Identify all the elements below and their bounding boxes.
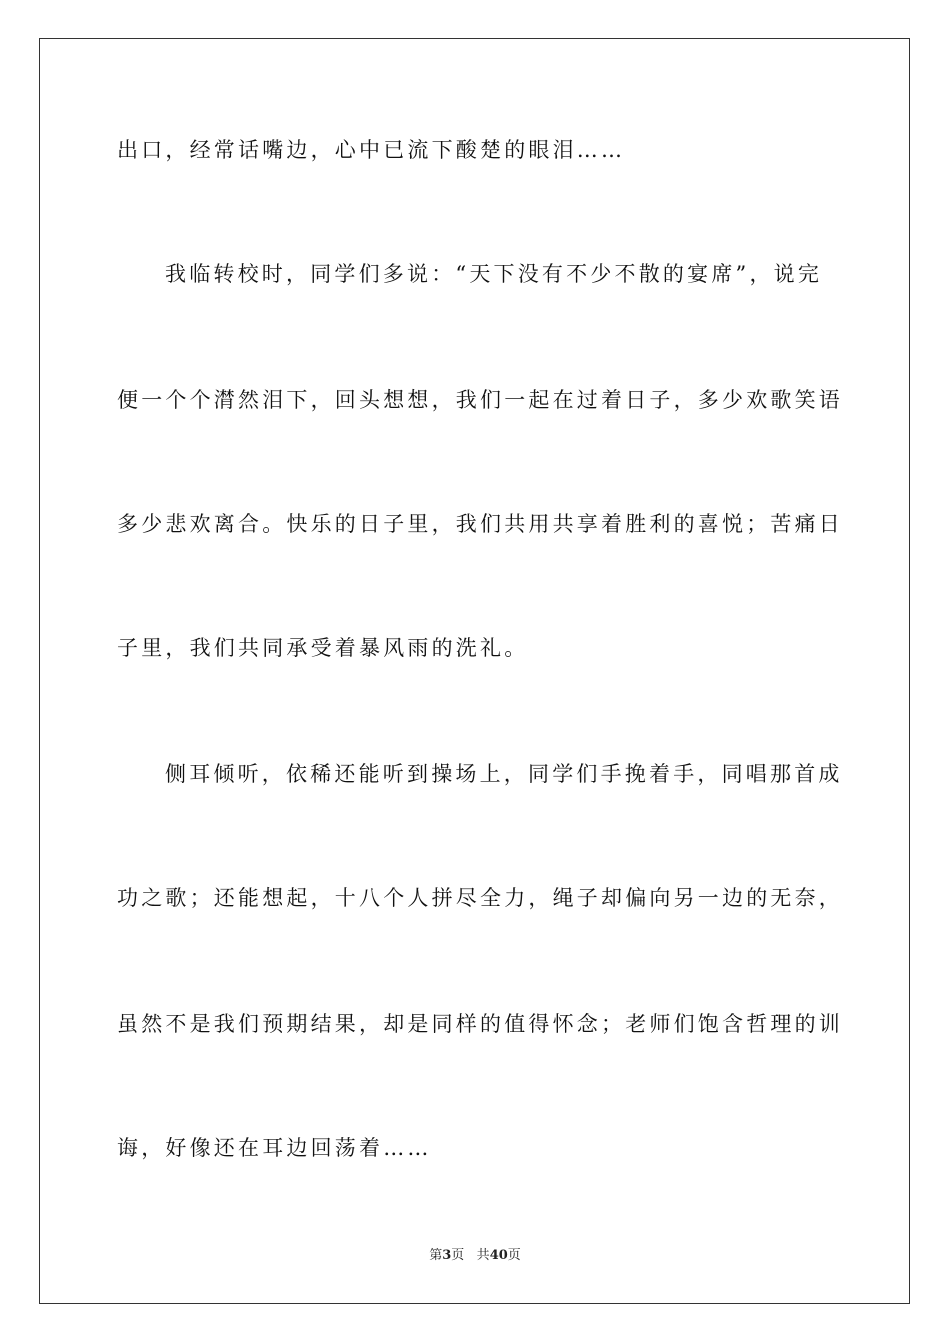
page-number: 3 bbox=[442, 1248, 452, 1263]
total-suffix: 页 bbox=[507, 1248, 521, 1263]
paragraph-line-2: 我临转校时，同学们多说：“天下没有不少不散的宴席”，说完 bbox=[165, 262, 823, 286]
total-prefix: 共 bbox=[476, 1248, 490, 1263]
page-suffix: 页 bbox=[451, 1248, 465, 1263]
paragraph-line-3: 便一个个潸然泪下，回头想想，我们一起在过着日子，多少欢歌笑语 bbox=[117, 388, 843, 412]
paragraph-line-8: 虽然不是我们预期结果，却是同样的值得怀念；老师们饱含哲理的训 bbox=[117, 1012, 843, 1036]
paragraph-line-4: 多少悲欢离合。快乐的日子里，我们共用共享着胜利的喜悦；苦痛日 bbox=[117, 512, 843, 536]
paragraph-line-5: 子里，我们共同承受着暴风雨的洗礼。 bbox=[117, 636, 529, 660]
paragraph-line-6: 侧耳倾听，依稀还能听到操场上，同学们手挽着手，同唱那首成 bbox=[165, 762, 843, 786]
page-footer bbox=[0, 1247, 950, 1265]
total-pages: 40 bbox=[489, 1248, 508, 1263]
paragraph-line-1: 出口，经常话嘴边，心中已流下酸楚的眼泪…… bbox=[117, 138, 626, 162]
paragraph-line-7: 功之歌；还能想起，十八个人拼尽全力，绳子却偏向另一边的无奈， bbox=[117, 886, 843, 910]
page-border bbox=[39, 38, 910, 1304]
paragraph-line-9: 诲，好像还在耳边回荡着…… bbox=[117, 1136, 432, 1160]
page-prefix: 第 bbox=[429, 1248, 443, 1263]
